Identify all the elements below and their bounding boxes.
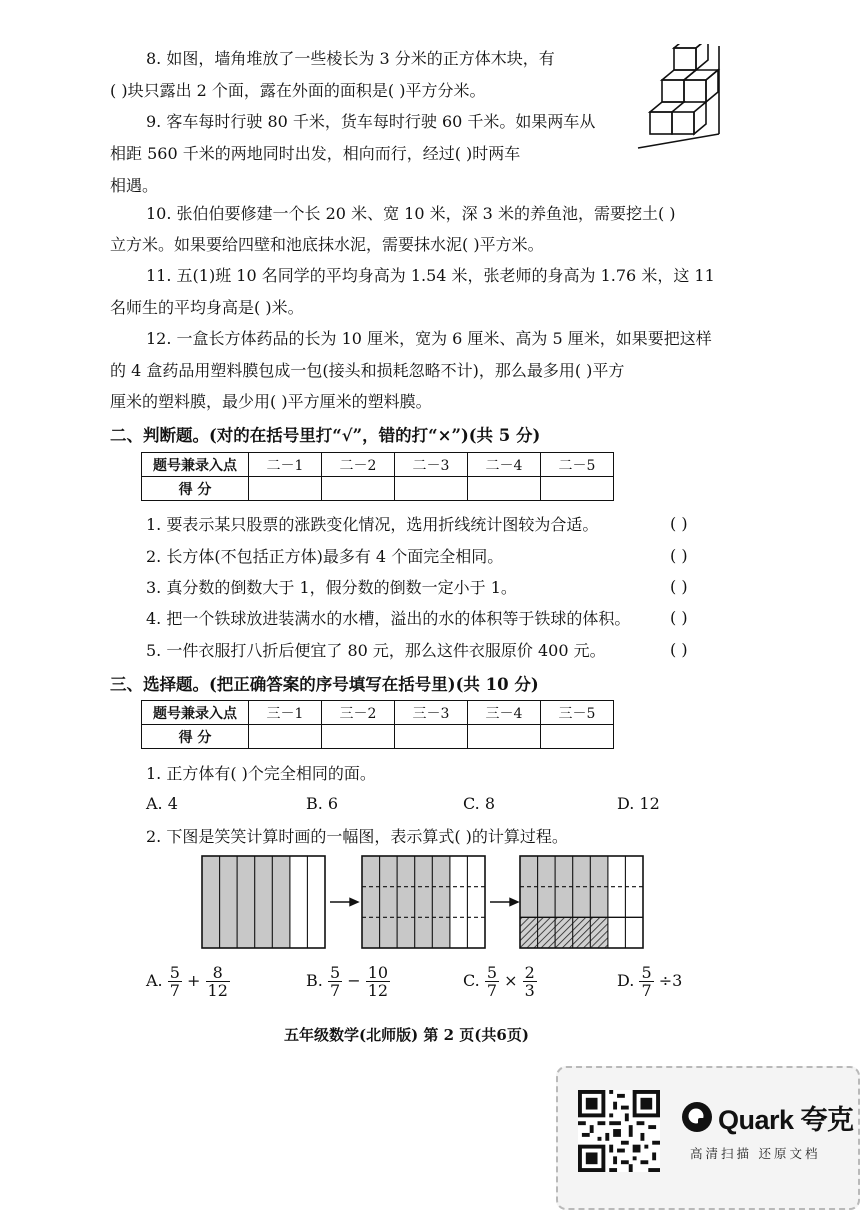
q11-line1: 11. 五(1)班 10 名同学的平均身高为 1.54 米，张老师的身高为 1.76 米，这 11	[146, 266, 715, 285]
section3-score-table	[141, 700, 614, 749]
mc-q2-option-d[interactable]	[617, 964, 682, 999]
tf-answer-paren[interactable]: ( )	[670, 577, 688, 596]
score-cell[interactable]	[468, 477, 541, 501]
tf-item-1: 1. 要表示某只股票的涨跌变化情况，选用折线统计图较为合适。	[146, 515, 599, 534]
q10-line1: 10. 张伯伯要修建一个长 20 米、宽 10 米，深 3 米的养鱼池，需要挖土( )	[146, 204, 676, 223]
operator: ÷3	[658, 971, 683, 990]
q9-line3: 相遇。	[110, 176, 159, 195]
score-cell[interactable]	[541, 725, 614, 749]
score-col: 三－4	[468, 701, 541, 725]
fraction-model-diagram	[198, 852, 644, 952]
mc-q2-option-c[interactable]	[463, 964, 537, 999]
mc-q2-stem: 2. 下图是笑笑计算时画的一幅图，表示算式( )的计算过程。	[146, 827, 568, 846]
score-cell[interactable]	[395, 477, 468, 501]
score-table-header: 题号兼录入点	[142, 453, 249, 477]
score-col: 二－5	[541, 453, 614, 477]
quark-scan-badge[interactable]	[556, 1066, 860, 1210]
fraction: $\frac{5}{7}$	[486, 963, 498, 1000]
score-col: 二－2	[322, 453, 395, 477]
tf-answer-paren[interactable]: ( )	[670, 514, 688, 533]
tf-item-4: 4. 把一个铁球放进装满水的水槽，溢出的水的体积等于铁球的体积。	[146, 609, 631, 628]
fraction-panel-1	[202, 856, 325, 948]
tf-answer-paren[interactable]: ( )	[670, 608, 688, 627]
score-col: 三－1	[249, 701, 322, 725]
page-footer: 五年级数学(北师版) 第 2 页(共6页)	[284, 1026, 529, 1044]
option-label: D.	[617, 971, 635, 990]
mc-q1-option-a[interactable]: A. 4	[146, 794, 178, 813]
score-cell[interactable]	[249, 725, 322, 749]
cube-stack-figure	[636, 44, 732, 154]
fraction: $\frac{2}{3}$	[524, 963, 535, 1000]
fraction-panel-2	[362, 856, 485, 948]
score-label: 得 分	[142, 477, 249, 501]
q9-line2: 相距 560 千米的两地同时出发，相向而行，经过( )时两车	[110, 144, 521, 163]
q9-line1: 9. 客车每时行驶 80 千米，货车每时行驶 60 千米。如果两车从	[146, 112, 596, 131]
section3-title: 三、选择题。(把正确答案的序号填写在括号里)(共 10 分)	[110, 675, 539, 694]
tf-item-3: 3. 真分数的倒数大于 1，假分数的倒数一定小于 1。	[146, 578, 517, 597]
score-label: 得 分	[142, 725, 249, 749]
qr-code-icon	[578, 1090, 660, 1172]
operator: +	[187, 971, 201, 990]
quark-tagline: 高清扫描 还原文档	[690, 1147, 821, 1161]
mc-q1-stem: 1. 正方体有( )个完全相同的面。	[146, 764, 376, 783]
score-cell[interactable]	[322, 477, 395, 501]
option-label: C.	[463, 971, 480, 990]
score-cell[interactable]	[249, 477, 322, 501]
tf-answer-paren[interactable]: ( )	[670, 640, 688, 659]
fraction: $\frac{8}{12}$	[207, 963, 228, 1000]
q12-line2: 的 4 盒药品用塑料膜包成一包(接头和损耗忽略不计)，那么最多用( )平方	[110, 361, 625, 380]
score-col: 二－3	[395, 453, 468, 477]
q12-line3: 厘米的塑料膜，最少用( )平方厘米的塑料膜。	[110, 392, 432, 411]
q10-line2: 立方米。如果要给四壁和池底抹水泥，需要抹水泥( )平方米。	[110, 235, 544, 254]
operator: −	[347, 971, 361, 990]
score-cell[interactable]	[395, 725, 468, 749]
score-col: 二－1	[249, 453, 322, 477]
score-cell[interactable]	[541, 477, 614, 501]
score-table-header: 题号兼录入点	[142, 701, 249, 725]
score-cell[interactable]	[322, 725, 395, 749]
score-cell[interactable]	[468, 725, 541, 749]
fraction: $\frac{5}{7}$	[329, 963, 341, 1000]
mc-q1-option-c[interactable]: C. 8	[463, 794, 496, 813]
fraction: $\frac{5}{7}$	[641, 963, 652, 1000]
score-col: 三－2	[322, 701, 395, 725]
mc-q1-option-d[interactable]: D. 12	[617, 794, 660, 813]
quark-logo-icon	[680, 1100, 714, 1134]
mc-q2-option-a[interactable]	[146, 964, 230, 999]
fraction: $\frac{10}{12}$	[367, 963, 389, 1000]
mc-q2-option-b[interactable]	[306, 964, 390, 999]
q8-line1: 8. 如图，墙角堆放了一些棱长为 3 分米的正方体木块，有	[146, 49, 555, 68]
score-col: 三－3	[395, 701, 468, 725]
score-col: 二－4	[468, 453, 541, 477]
fraction-panel-3	[520, 856, 643, 948]
section2-score-table	[141, 452, 614, 501]
option-label: A.	[146, 971, 163, 990]
quark-brand: Quark 夸克	[718, 1105, 854, 1135]
section2-title: 二、判断题。(对的在括号里打“√”，错的打“×”)(共 5 分)	[110, 426, 541, 445]
tf-item-2: 2. 长方体(不包括正方体)最多有 4 个面完全相同。	[146, 547, 504, 566]
q12-line1: 12. 一盒长方体药品的长为 10 厘米，宽为 6 厘米、高为 5 厘米，如果要把这样	[146, 329, 712, 348]
score-col: 三－5	[541, 701, 614, 725]
tf-item-5: 5. 一件衣服打八折后便宜了 80 元，那么这件衣服原价 400 元。	[146, 641, 606, 660]
q11-line2: 名师生的平均身高是( )米。	[110, 298, 304, 317]
mc-q1-option-b[interactable]: B. 6	[306, 794, 339, 813]
operator: ×	[504, 971, 518, 990]
arrow-right-icon	[330, 899, 358, 906]
fraction: $\frac{5}{7}$	[169, 963, 180, 1000]
tf-answer-paren[interactable]: ( )	[670, 546, 688, 565]
option-label: B.	[306, 971, 323, 990]
q8-line2: ( )块只露出 2 个面，露在外面的面积是( )平方分米。	[110, 81, 486, 100]
arrow-right-icon	[490, 899, 518, 906]
